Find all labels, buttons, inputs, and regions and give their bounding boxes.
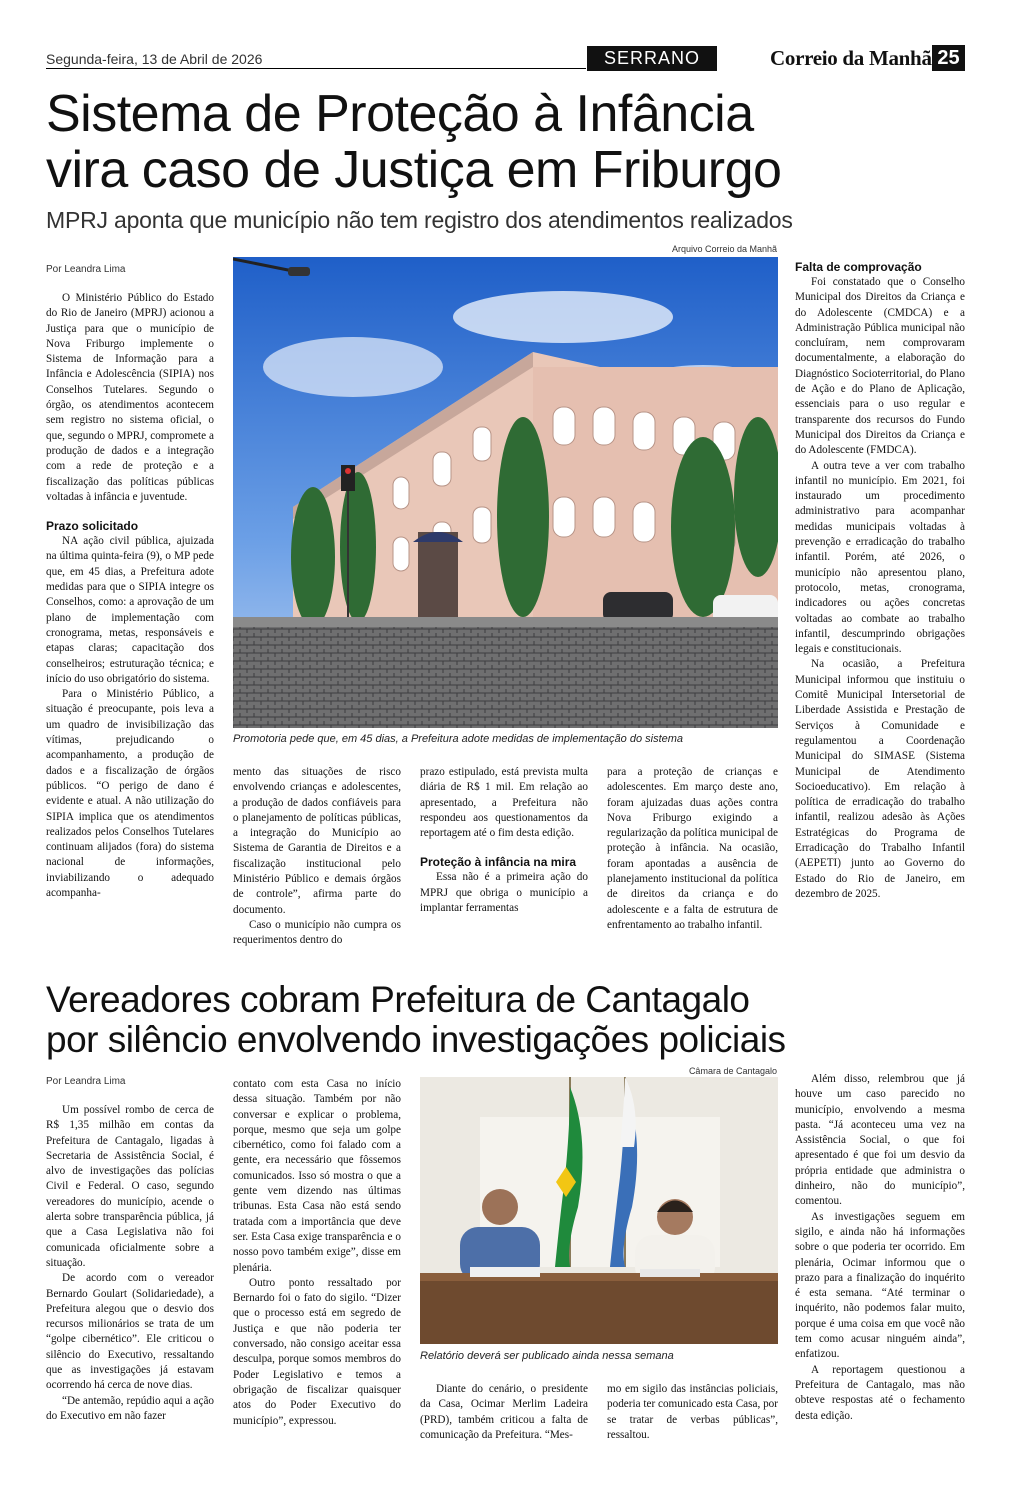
article1-column-2 (233, 765, 401, 949)
article2-photo-caption: Relatório deverá ser publicado ainda nessa semana (420, 1350, 674, 1362)
newspaper-name: Correio da Manhã (770, 46, 932, 70)
subheading: Falta de comprovação (795, 260, 922, 274)
paragraph: Essa não é a primeira ação do MPRJ que obriga o município a implantar ferramentas (420, 871, 588, 915)
paragraph: Além disso, relembrou que já houve um caso parecido no município, envolvendo a mesma pasta. “Já aconteceu uma vez na Assistência Social, o que foi apresentado é que foi um desvio da própria entidade que administra o dinheiro, não do município”, comentou. (795, 1073, 965, 1208)
article2-photo (420, 1077, 778, 1344)
paragraph: As investigações seguem em sigilo, e ainda não há informações sobre o que poderia ter ocorrido. Em plenária, Ocimar informou que o prazo para a finalização do inquérito é esta semana. “Até terminar o inquérito, não podemos falar muito, porque é uma coisa em que você não tem como acusar ninguém ainda”, enfatizou. (795, 1210, 965, 1361)
paragraph: Outro ponto ressaltado por Bernardo foi o fato do sigilo. “Dizer que o processo está em segredo de Justiça e que não poderia ter conversado, não consigo aceitar essa desculpa, porque somos membros do Poder Legislativo e temos a obrigação de fiscalizar quaisquer atos do Poder Executivo do município”, expressou. (233, 1276, 401, 1427)
paragraph: A outra teve a ver com trabalho infantil no município. Em 2021, foi instaurado um procedimento administrativo para acompanhar medidas municipais voltadas à prevenção e erradicação do trabalho infantil. Porém, até 2026, o município não apresentou plano, protocolo, metas, cronograma, indicadores ou ações concretas voltadas ao combate ao trabalho infantil, descumprindo obrigações legais e constitucionais. (795, 459, 965, 656)
article1-photo (233, 257, 778, 728)
paragraph: Foi constatado que o Conselho Municipal dos Direitos da Criança e do Adolescente (CMDCA) e a Administração Pública municipal não concluíram, nem comprovaram documentalmente, a elaboração do Diagnóstico Socioterritorial, do Plano de Ação e do Plano de Aplicação, essenciais para o uso regular e transparente dos recursos do Fundo Municipal dos Direitos da Criança e do Adolescente (FMDCA). (795, 276, 965, 457)
paragraph: A reportagem questionou a Prefeitura de Cantagalo, mas não obteve respostas até o fechamento desta edição. (795, 1363, 965, 1422)
article2-photo-credit: Câmara de Cantagalo (688, 1066, 777, 1076)
article2-headline-line1: Vereadores cobram Prefeitura de Cantagalo (46, 979, 750, 1020)
article1-column-4 (607, 765, 778, 933)
paragraph: mento das situações de risco envolvendo crianças e adolescentes, a produção de dados confiáveis para o planejamento de políticas públicas, a integração do Município ao Sistema de Garantia de Direitos e a fiscalização institucional pelo Ministério Público e demais órgãos de controle”, afirma parte do documento. (233, 766, 401, 916)
paragraph: De acordo com o vereador Bernardo Goulart (Solidariedade), a Prefeitura alegou que o desvio dos recursos milionários se trata de um “golpe cibernético”. Ele criticou o silêncio do Executivo, ressaltando que as investigações já estavam ocorrendo há cerca de nove dias. (46, 1272, 214, 1392)
article2-headline (46, 980, 786, 1060)
article1-photo-credit: Arquivo Correio da Manhã (671, 244, 777, 254)
article2-column-1 (46, 1103, 214, 1424)
article1-subtitle: MPRJ aponta que município não tem registro dos atendimentos realizados (46, 207, 793, 233)
header-rule (46, 68, 586, 69)
council-photo-illustration (420, 1077, 778, 1344)
paragraph: para a proteção de crianças e adolescentes. Em março deste ano, foram ajuizadas duas ações contra Nova Friburgo exigindo a regularização da política municipal de proteção à infância. Na ocasião, foram apontadas a ausência de planejamento institucional da política de direitos da criança e do adolescente e a falta de estrutura de enfrentamento ao trabalho infantil. (607, 766, 778, 931)
article1-column-3 (420, 765, 588, 916)
article2-column-4 (607, 1382, 778, 1443)
paragraph: mo em sigilo das instâncias policiais, poderia ter comunicado esta Casa, por se tratar de verbas públicas”, ressaltou. (607, 1383, 778, 1441)
article1-column-1 (46, 291, 214, 901)
paragraph: NA ação civil pública, ajuizada na última quinta-feira (9), o MP pede que, em 45 dias, a Prefeitura adote medidas para que o SIPIA integre os Conselhos, como: a aprovação de um plano de implementação com cronograma, metas, responsáveis e etapas claras; capacitação dos conselheiros; estruturação técnica; e início do uso obrigatório do sistema. (46, 535, 214, 685)
article1-column-5 (795, 260, 965, 902)
article1-headline (46, 86, 781, 198)
article1-headline-line2: vira caso de Justiça em Friburgo (46, 141, 782, 199)
article1-photo-caption: Promotoria pede que, em 45 dias, a Prefeitura adote medidas de implementação do sistema (233, 733, 684, 745)
paragraph: Diante do cenário, o presidente da Casa, Ocimar Merlim Ladeira (PRD), também criticou a falta de comunicação da Prefeitura. “Mes- (420, 1383, 588, 1441)
article1-byline: Por Leandra Lima (46, 264, 126, 275)
section-label: SERRANO (587, 46, 717, 71)
paragraph: O Ministério Público do Estado do Rio de Janeiro (MPRJ) acionou a Justiça para que o município de Nova Friburgo implemente o Sistema de Informação para a Infância e Adolescência (SIPIA) nos Conselhos Tutelares. Segundo o órgão, os atendimentos acontecem sem registro no sistema oficial, o que, segundo o MPRJ, compromete a produção de dados e a integração com a rede de proteção e a fiscalização das políticas públicas voltadas à infância e juventude. (46, 292, 214, 503)
subheading: Proteção à infância na mira (420, 855, 577, 870)
edition-date: Segunda-feira, 13 de Abril de 2026 (46, 51, 263, 67)
paragraph: Na ocasião, a Prefeitura Municipal informou que instituiu o Comitê Municipal Intersetorial de Liberdade Assistida e Prestação de Serviços à Comunidade e regulamentou a Coordenação Municipal do SIMASE (Sistema Municipal de Atendimento Socioeducativo). Em relação à política de erradicação do trabalho infantil, realizou adesão às Ações Estratégicas do Programa de Erradicação do Trabalho Infantil (AEPETI) junto ao Governo do Estado do Rio de Janeiro, em dezembro de 2025. (795, 658, 965, 900)
article1-headline-line1: Sistema de Proteção à Infância (46, 85, 754, 143)
paragraph: “De antemão, repúdio aqui a ação do Executivo em não fazer (46, 1394, 214, 1422)
page-number: 25 (932, 45, 965, 71)
paragraph: contato com esta Casa no início dessa situação. Também por não conversar e explicar o problema, porque, mesmo que seja um golpe cibernético, como foi falado com a gente, era necessário que fôssemos comunicados. Isso só mostra o que a gente vem dizendo nas últimas tribunas. Esta Casa não está sendo tratada com a importância que deve ser. Esta Casa exige transparência e o nosso povo também exige”, disse em plenária. (233, 1078, 401, 1274)
paragraph: prazo estipulado, está prevista multa diária de R$ 1 mil. Em relação ao apresentado, a Prefeitura não respondeu aos questionamentos da reportagem até o fim desta edição. (420, 766, 588, 840)
paragraph: Para o Ministério Público, a situação é preocupante, pois leva a um quadro de invisibilização das vítimas, prejudicando o acompanhamento, a produção de dados e a fiscalização de órgãos públicos. “O perigo de dano é evidente e atual. A não utilização do SIPIA implica que os atendimentos realizados pelos Conselhos Tutelares continuam alijados (fora) do sistema nacional de informações, inviabilizando o adequado acompanha- (46, 688, 214, 899)
article2-column-3 (420, 1382, 588, 1443)
paragraph: Um possível rombo de cerca de R$ 1,35 milhão em contas da Prefeitura de Cantagalo, ligadas à Secretaria de Assistência Social, é alvo de investigações das polícias Civil e Federal. O caso, segundo vereadores do município, acende o alerta sobre transparência pública, já que a Casa Legislativa não foi comunicada oficialmente sobre a situação. (46, 1104, 214, 1269)
article2-column-2 (233, 1077, 401, 1429)
article2-headline-line2: por silêncio envolvendo investigações policiais (46, 1019, 786, 1060)
subheading: Prazo solicitado (46, 519, 139, 534)
article2-column-5 (795, 1072, 965, 1424)
article2-byline: Por Leandra Lima (46, 1076, 126, 1087)
paragraph: Caso o município não cumpra os requerimentos dentro do (233, 918, 401, 947)
building-photo-illustration (233, 257, 778, 728)
